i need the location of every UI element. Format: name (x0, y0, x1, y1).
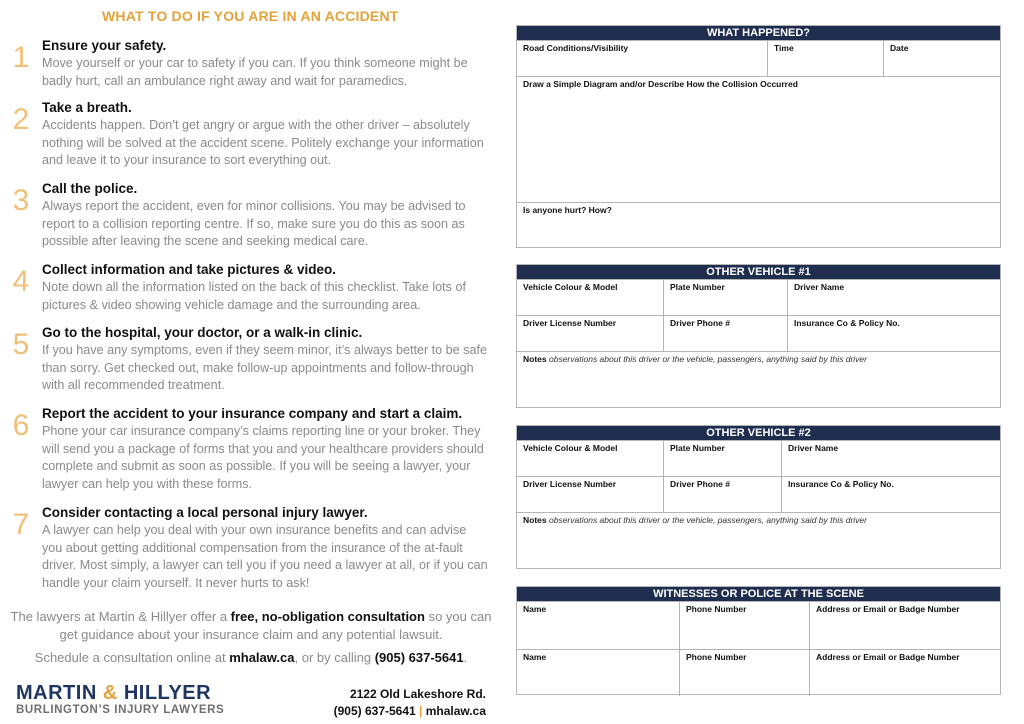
step-number: 2 (12, 103, 30, 136)
notes-hint: observations about this driver or the vehicle, passengers, anything said by this driver (549, 354, 867, 364)
schedule-text-mid: , or by calling (294, 650, 375, 665)
schedule-line (10, 650, 492, 665)
plate-number-field[interactable]: Plate Number (663, 280, 787, 315)
form-header: OTHER VEHICLE #1 (517, 265, 1000, 279)
logo-tagline: BURLINGTON’S INJURY LAWYERS (16, 704, 225, 716)
notes-label: Notes (523, 354, 547, 364)
witness-address-field[interactable]: Address or Email or Badge Number (809, 602, 1000, 649)
step-heading: Collect information and take pictures & video. (42, 262, 337, 277)
date-field[interactable]: Date (883, 41, 1000, 76)
firm-logo (16, 683, 224, 716)
notes-hint: observations about this driver or the vehicle, passengers, anything said by this driver (549, 515, 867, 525)
step-heading: Consider contacting a local personal injury lawyer. (42, 505, 368, 520)
firm-address (300, 686, 486, 720)
phone-link[interactable]: (905) 637-5641 (374, 650, 464, 665)
form-header: WHAT HAPPENED? (517, 26, 1000, 40)
step-body: Accidents happen. Don’t get angry or argue with the other driver – absolutely nothing will be solved at the accident scene. Politely exchange your information and leave it to your insurance to sort everything out. (42, 118, 484, 167)
address-phone: (905) 637-5641 (333, 704, 416, 718)
witness-name-field[interactable]: Name (523, 604, 547, 614)
other-vehicle-1-form (516, 264, 1001, 408)
address-separator: | (419, 704, 423, 718)
step-heading: Report the accident to your insurance company and start a claim. (42, 406, 463, 421)
step-number: 4 (12, 265, 30, 298)
notes-field[interactable] (517, 352, 1000, 408)
form-header: OTHER VEHICLE #2 (517, 426, 1000, 440)
consultation-promo (10, 608, 492, 644)
street-address: 2122 Old Lakeshore Rd. (349, 687, 486, 701)
promo-highlight: free, no-obligation consultation (230, 609, 425, 624)
insurance-field[interactable]: Insurance Co & Policy No. (787, 316, 1000, 351)
notes-label: Notes (523, 515, 547, 525)
step-body: If you have any symptoms, even if they seem minor, it’s always better to be safe than sorry. Get checked out, make follow-up appointments and follow-through with all recommended treatment. (42, 343, 487, 392)
form-header: WITNESSES OR POLICE AT THE SCENE (517, 587, 1000, 601)
step-body: Phone your car insurance company’s claims reporting line or your broker. They will send you a package of forms that you and your healthcare providers should complete and submit as soon as possible. If you will be seeing a lawyer, your lawyer can help you with these forms. (42, 424, 484, 491)
witness-phone-field[interactable]: Phone Number (679, 650, 809, 696)
driver-phone-field[interactable]: Driver Phone # (663, 477, 781, 512)
driver-name-field[interactable]: Driver Name (787, 280, 1000, 315)
plate-number-field[interactable]: Plate Number (663, 441, 781, 476)
address-website: mhalaw.ca (425, 704, 486, 718)
schedule-period: . (463, 650, 468, 665)
step-heading: Ensure your safety. (42, 38, 167, 53)
step-number: 5 (12, 328, 30, 361)
step-heading: Take a breath. (42, 100, 132, 115)
logo-ampersand: & (102, 682, 118, 704)
logo-name-2: HILLYER (123, 682, 212, 704)
promo-text-end: so you can get guidance about your insurance claim and any potential lawsuit. (59, 609, 492, 642)
driver-name-field[interactable]: Driver Name (781, 441, 1000, 476)
witness-address-field[interactable]: Address or Email or Badge Number (809, 650, 1000, 696)
page-title: WHAT TO DO IF YOU ARE IN AN ACCIDENT (102, 8, 399, 24)
schedule-text: Schedule a consultation online at (34, 650, 230, 665)
injury-field[interactable]: Is anyone hurt? How? (523, 205, 612, 215)
step-body: Move yourself or your car to safety if you can. If you think someone might be badly hurt, call an ambulance right away and wait for paramedics. (42, 56, 468, 88)
step-number: 7 (12, 508, 30, 541)
step-number: 1 (12, 41, 30, 74)
promo-text: The lawyers at Martin & Hillyer offer a (10, 609, 231, 624)
checklist-panel (0, 0, 500, 724)
website-link[interactable]: mhalaw.ca (229, 650, 295, 665)
insurance-field[interactable]: Insurance Co & Policy No. (781, 477, 1000, 512)
notes-field[interactable] (517, 513, 1000, 569)
witness-phone-field[interactable]: Phone Number (679, 602, 809, 649)
what-happened-form (516, 25, 1001, 248)
logo-name-1: MARTIN (16, 682, 97, 704)
step-number: 6 (12, 409, 30, 442)
driver-license-field[interactable]: Driver License Number (523, 318, 617, 328)
driver-phone-field[interactable]: Driver Phone # (663, 316, 787, 351)
diagram-field[interactable]: Draw a Simple Diagram and/or Describe How the Collision Occurred (523, 79, 798, 89)
driver-license-field[interactable]: Driver License Number (523, 479, 617, 489)
other-vehicle-2-form (516, 425, 1001, 569)
step-number: 3 (12, 184, 30, 217)
witnesses-form (516, 586, 1001, 695)
witness-name-field[interactable]: Name (523, 652, 547, 662)
time-field[interactable]: Time (767, 41, 883, 76)
vehicle-colour-field[interactable]: Vehicle Colour & Model (523, 282, 618, 292)
road-conditions-field[interactable]: Road Conditions/Visibility (523, 43, 629, 53)
step-body: Note down all the information listed on the back of this checklist. Take lots of pictures & video showing vehicle damage and the surrounding area. (42, 280, 466, 312)
vehicle-colour-field[interactable]: Vehicle Colour & Model (523, 443, 618, 453)
step-heading: Call the police. (42, 181, 138, 196)
step-heading: Go to the hospital, your doctor, or a walk-in clinic. (42, 325, 363, 340)
step-body: Always report the accident, even for minor collisions. You may be advised to report to a collision reporting centre. If so, make sure you do this as soon as possible after leaving the scene and seeking medical care. (42, 199, 466, 248)
step-body: A lawyer can help you deal with your own insurance benefits and can advise you about getting additional compensation from the insurance of the at-fault driver. Most simply, a lawyer can tell you if you need a lawyer at all, or if you can handle your claim yourself. It never hurts to ask! (42, 523, 488, 590)
